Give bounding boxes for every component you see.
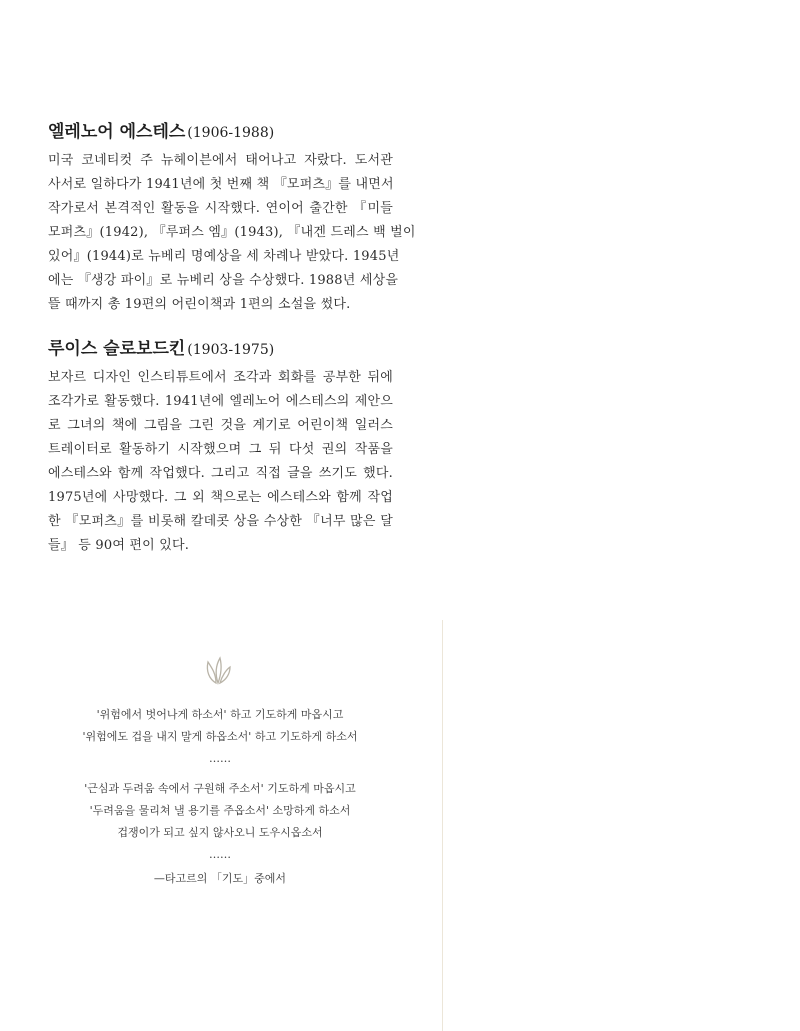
- bio-text-line: 작가로서 본격적인 활동을 시작했다. 연이어 출간한 『미들: [48, 201, 393, 216]
- author-years: (1906-1988): [187, 125, 275, 141]
- bio-text-line: 한 『모퍼츠』를 비롯해 칼데콧 상을 수상한 『너무 많은 달: [48, 514, 393, 529]
- bio-text-line: 에스테스와 함께 작업했다. 그리고 직접 글을 쓰기도 했다.: [48, 466, 393, 481]
- page-fold-line: [442, 620, 443, 1031]
- bio-heading: [48, 122, 393, 143]
- bio-text-line: 1975년에 사망했다. 그 외 책으로는 에스테스와 함께 작업: [48, 490, 393, 505]
- bio-heading: [48, 339, 393, 360]
- bio-text-line: 에는 『생강 파이』로 뉴베리 상을 수상했다. 1988년 세상을: [48, 273, 399, 288]
- illustrator-name: 루이스 슬로보드킨: [48, 339, 186, 359]
- poem-source: —타고르의 「기도」중에서: [153, 872, 287, 885]
- bio-text-line: 조각가로 활동했다. 1941년에 엘레노어 에스테스의 제안으: [48, 394, 393, 409]
- bio-text-line: 모퍼츠』(1942), 『루퍼스 엠』(1943), 『내겐 드레스 백 벌이: [48, 225, 416, 240]
- leaf-sprout-icon: [203, 655, 233, 685]
- bio-text-line: 로 그녀의 책에 그림을 그린 것을 계기로 어린이책 일러스: [48, 418, 393, 433]
- poem-line: '근심과 두려움 속에서 구원해 주소서' 기도하게 마옵시고: [84, 782, 356, 795]
- poem-line: '위험에도 겁을 내지 말게 하옵소서' 하고 기도하게 하소서: [82, 730, 358, 743]
- epigraph-poem: [40, 704, 400, 892]
- poem-line: 겁쟁이가 되고 싶지 않사오니 도우시옵소서: [117, 826, 323, 839]
- illustrator-years: (1903-1975): [187, 342, 275, 358]
- bio-text-line: 보자르 디자인 인스티튜트에서 조각과 회화를 공부한 뒤에: [48, 370, 393, 385]
- bio-text-line: 트레이터로 활동하기 시작했으며 그 뒤 다섯 권의 작품을: [48, 442, 393, 457]
- bio-text-line: 뜰 때까지 총 19편의 어린이책과 1편의 소설을 썼다.: [48, 297, 351, 312]
- bio-text-line: 미국 코네티컷 주 뉴헤이븐에서 태어나고 자랐다. 도서관: [48, 153, 393, 168]
- poem-ellipsis: ……: [209, 752, 231, 765]
- bio-illustrator: [48, 339, 393, 558]
- bio-text-line: 사서로 일하다가 1941년에 첫 번째 책 『모퍼츠』를 내면서: [48, 177, 394, 192]
- poem-line: '위험에서 벗어나게 하소서' 하고 기도하게 마옵시고: [96, 708, 344, 721]
- bio-text-line: 들』 등 90여 편이 있다.: [48, 538, 190, 553]
- poem-line: '두려움을 물리쳐 낼 용기를 주옵소서' 소망하게 하소서: [89, 804, 351, 817]
- author-name: 엘레노어 에스테스: [48, 122, 186, 142]
- bio-text-line: 있어』(1944)로 뉴베리 명예상을 세 차례나 받았다. 1945년: [48, 249, 400, 264]
- bio-author: [48, 122, 416, 317]
- poem-ellipsis: ……: [209, 848, 231, 861]
